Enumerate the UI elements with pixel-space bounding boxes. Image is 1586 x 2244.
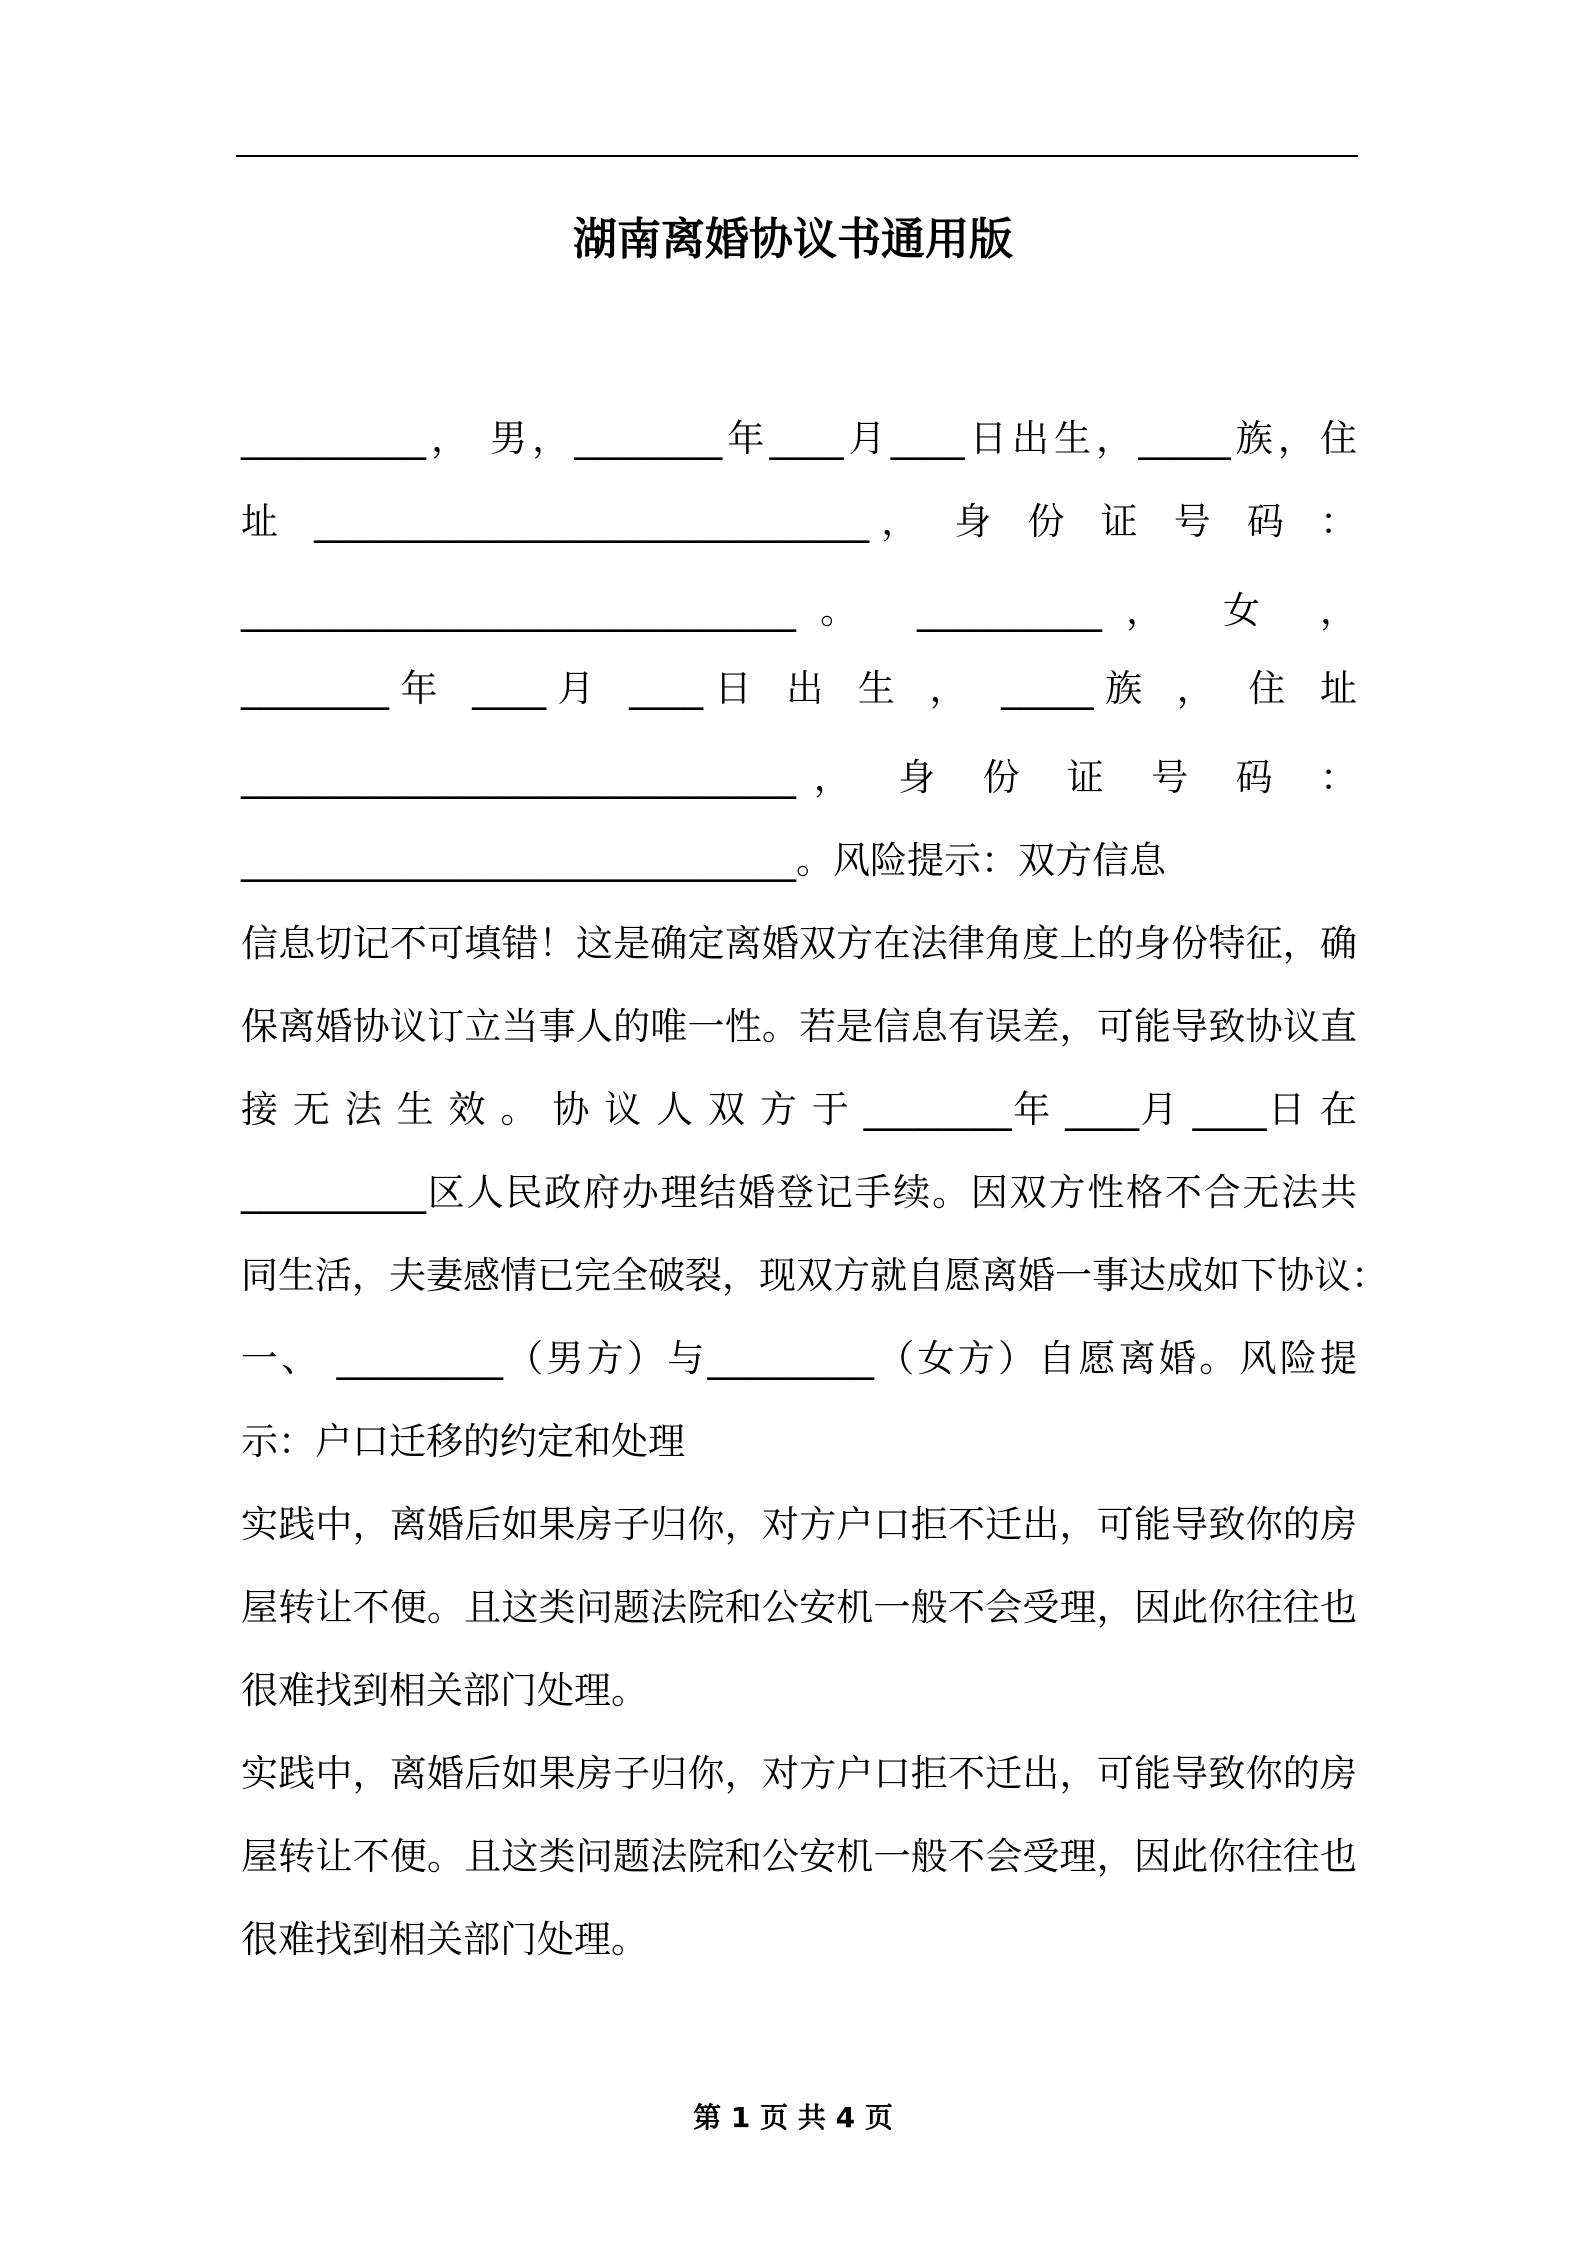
- body-line: 实践中，离婚后如果房子归你，对方户口拒不迁出，可能导致你的房: [241, 1752, 1357, 1795]
- body-line: 信息切记不可填错！这是确定离婚双方在法律角度上的身份特征，确: [241, 922, 1357, 965]
- body-line: 示：户口迁移的约定和处理: [241, 1420, 685, 1463]
- body-line: 一、 _________（男方）与_________（女方）自愿离婚。风险提: [241, 1337, 1357, 1380]
- body-line: 屋转让不便。且这类问题法院和公安机一般不会受理，因此你往往也: [241, 1586, 1357, 1629]
- body-line: ________年 ____月 ____日 出 生 ， _____族 ， 住 址: [241, 667, 1357, 710]
- body-line: 接 无 法 生 效 。 协 议 人 双 方 于 ________年 ____月 ____日 在: [241, 1088, 1357, 1131]
- header-rule: [236, 155, 1358, 157]
- page-number: 第 1 页 共 4 页: [693, 2101, 893, 2134]
- body-line: 同生活，夫妻感情已完全破裂，现双方就自愿离婚一事达成如下协议：: [241, 1254, 1388, 1297]
- body-line: __________， 男，________年____月____日出生，_____族，住: [241, 417, 1357, 460]
- body-line: 很难找到相关部门处理。: [241, 1669, 648, 1712]
- body-line: ______________________________。 __________， 女 ，: [241, 589, 1357, 632]
- body-line: __________区人民政府办理结婚登记手续。因双方性格不合无法共: [241, 1171, 1357, 1214]
- body-line: 址 ______________________________， 身 份 证 号 码 ：: [241, 500, 1357, 543]
- body-line: 很难找到相关部门处理。: [241, 1918, 648, 1961]
- body-line: 实践中，离婚后如果房子归你，对方户口拒不迁出，可能导致你的房: [241, 1503, 1357, 1546]
- body-line: 保离婚协议订立当事人的唯一性。若是信息有误差，可能导致协议直: [241, 1005, 1357, 1048]
- body-line: ______________________________。风险提示：双方信息: [241, 839, 1166, 882]
- body-line: 屋转让不便。且这类问题法院和公安机一般不会受理，因此你往往也: [241, 1835, 1357, 1878]
- document-title: 湖南离婚协议书通用版: [573, 214, 1013, 265]
- body-line: ______________________________， 身 份 证 号 码 ：: [241, 756, 1357, 799]
